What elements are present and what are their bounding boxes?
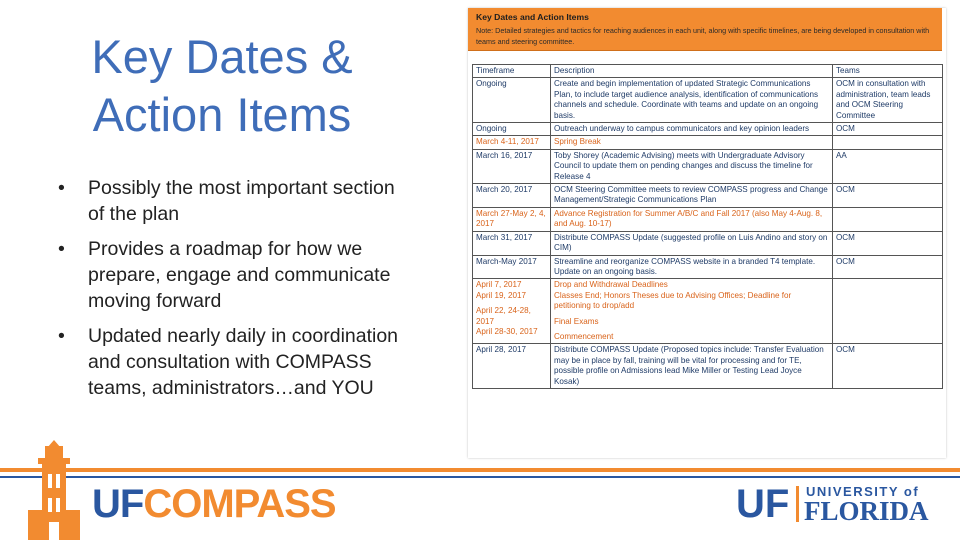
teams-cell: OCM xyxy=(833,344,943,389)
teams-cell xyxy=(833,207,943,231)
description-cell: Create and begin implementation of updated Strategic Communications Plan, to include target audience analysis, identification of communications channels and schedule. Coordinate with teams and update on an ongoing basis. xyxy=(551,78,833,123)
bullet-text: Possibly the most important section of the plan xyxy=(88,177,395,225)
timeframe-cell: March 16, 2017 xyxy=(473,149,551,183)
teams-cell: OCM xyxy=(833,231,943,255)
bullet-text: Provides a roadmap for how we prepare, engage and communicate moving forward xyxy=(88,238,391,312)
document-header xyxy=(468,8,942,51)
timeframe-cell: March 20, 2017 xyxy=(473,184,551,208)
table-row xyxy=(473,255,943,279)
teams-cell xyxy=(833,136,943,149)
timeframe-line: April 19, 2017 xyxy=(476,290,526,300)
table-row xyxy=(473,149,943,183)
timeframe-cell xyxy=(473,279,551,344)
table-row xyxy=(473,78,943,123)
description-line: Classes End; Honors Theses due to Advising Offices; Deadline for petitioning to drop/add xyxy=(554,290,792,311)
teams-cell: OCM xyxy=(833,184,943,208)
logo-divider xyxy=(796,486,799,522)
bullet-text: Updated nearly daily in coordination and consultation with COMPASS teams, administrators…and YOU xyxy=(88,325,399,399)
teams-cell: AA xyxy=(833,149,943,183)
description-cell: Spring Break xyxy=(551,136,833,149)
uf-compass-logo xyxy=(92,480,336,528)
description-cell: Advance Registration for Summer A/B/C and Fall 2017 (also May 4-Aug. 8, and Aug. 10-17) xyxy=(551,207,833,231)
compass-logo-uf: UF xyxy=(92,482,144,526)
timeframe-cell: Ongoing xyxy=(473,78,551,123)
description-cell: Distribute COMPASS Update (Proposed topics include: Transfer Evaluation may be in place by fall, training will be vital for processing and for TE, possible profile on Admissions lead Mike Miller or Testing Lead Joyce Kosak) xyxy=(551,344,833,389)
table-row xyxy=(473,123,943,136)
footer-orange-band xyxy=(0,468,960,472)
timeframe-line: April 7, 2017 xyxy=(476,280,522,290)
document-title: Key Dates and Action Items xyxy=(476,12,589,22)
bullet-item xyxy=(56,323,416,401)
slide-title: Key Dates & Action Items xyxy=(91,30,353,141)
table-row xyxy=(473,344,943,389)
bullet-glyph: • xyxy=(58,325,65,347)
century-tower-icon xyxy=(18,440,90,540)
table-row xyxy=(473,136,943,149)
description-cell xyxy=(551,279,833,344)
timeframe-cell: Ongoing xyxy=(473,123,551,136)
bullet-item xyxy=(56,175,416,227)
university-of-label: UNIVERSITY of xyxy=(806,484,920,499)
description-line: Commencement xyxy=(554,331,614,341)
bullet-glyph: • xyxy=(58,177,65,199)
university-of-florida-logo xyxy=(736,480,936,528)
timeframe-cell: March-May 2017 xyxy=(473,255,551,279)
bullet-glyph: • xyxy=(58,238,65,260)
bullet-item xyxy=(56,236,416,314)
document-note: Note: Detailed strategies and tactics for reaching audiences in each unit, along with specific timelines, are being developed in consultation with teams and steering committee. xyxy=(476,26,930,46)
column-header-timeframe: Timeframe xyxy=(473,65,551,78)
table-row xyxy=(473,207,943,231)
timeframe-cell: March 4-11, 2017 xyxy=(473,136,551,149)
description-cell: Outreach underway to campus communicators and key opinion leaders xyxy=(551,123,833,136)
description-cell: Distribute COMPASS Update (suggested profile on Luis Andino and story on CIM) xyxy=(551,231,833,255)
table-row xyxy=(473,184,943,208)
description-line: Final Exams xyxy=(554,316,599,326)
florida-label: FLORIDA xyxy=(804,496,929,526)
timeframe-cell: April 28, 2017 xyxy=(473,344,551,389)
column-header-teams: Teams xyxy=(833,65,943,78)
bullet-list xyxy=(56,175,416,410)
timeframe-line: April 22, 24-28, 2017 xyxy=(476,306,531,326)
teams-cell: OCM xyxy=(833,255,943,279)
teams-cell: OCM xyxy=(833,123,943,136)
key-dates-document xyxy=(468,8,946,458)
table-header-row xyxy=(473,65,943,78)
table-row xyxy=(473,279,943,344)
description-line: Drop and Withdrawal Deadlines xyxy=(554,280,668,290)
column-header-description: Description xyxy=(551,65,833,78)
description-cell: OCM Steering Committee meets to review COMPASS progress and Change Management/Strategic Communications Plan xyxy=(551,184,833,208)
key-dates-table xyxy=(472,64,943,389)
description-cell: Toby Shorey (Academic Advising) meets with Undergraduate Advisory Council to update them on pending changes and discuss the timeline for Release 4 xyxy=(551,149,833,183)
timeframe-line: April 28-30, 2017 xyxy=(476,326,538,336)
timeframe-cell: March 27-May 2, 4, 2017 xyxy=(473,207,551,231)
teams-cell: OCM in consultation with administration, team leads and OCM Steering Committee xyxy=(833,78,943,123)
table-row xyxy=(473,231,943,255)
teams-cell xyxy=(833,279,943,344)
description-cell: Streamline and reorganize COMPASS website in a branded T4 template. Update on an ongoing basis. xyxy=(551,255,833,279)
timeframe-cell: March 31, 2017 xyxy=(473,231,551,255)
uf-wordmark: UF xyxy=(736,482,790,526)
compass-logo-compass: COMPASS xyxy=(143,482,336,526)
footer-blue-line xyxy=(0,476,960,478)
